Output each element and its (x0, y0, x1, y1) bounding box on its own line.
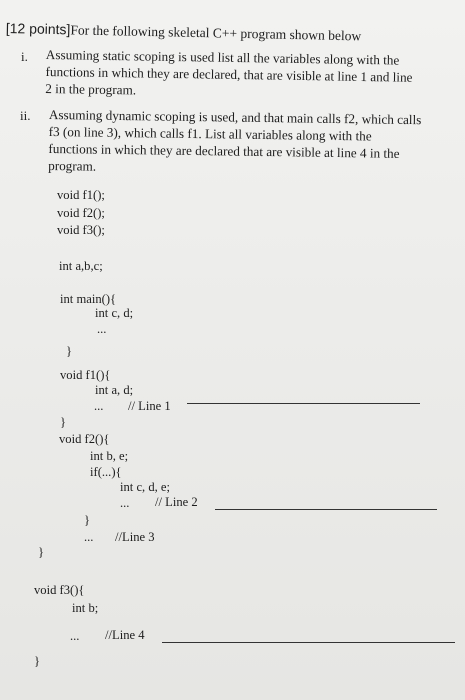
decl-f2: void f2(); (57, 206, 105, 220)
question-i-line-3: 2 in the program. (45, 80, 137, 98)
question-ii-line-4: program. (48, 157, 97, 174)
line-1-comment: // Line 1 (128, 399, 171, 413)
f2-ellipsis: ... (84, 530, 94, 544)
question-i-text (45, 46, 413, 103)
decl-f3: void f3(); (57, 223, 105, 237)
question-ii-text (48, 106, 421, 179)
header-text: For the following skeletal C++ program shown below (70, 22, 362, 44)
question-i-line-2: functions in which they are declared, that are visible at line 1 and line (45, 63, 413, 85)
f1-signature: void f1(){ (60, 368, 111, 382)
question-ii-line-2: f3 (on line 3), which calls f1. List all variables along with the (48, 123, 372, 144)
f3-signature: void f3(){ (34, 583, 85, 597)
question-i-line-1: Assuming static scoping is used list all the variables along with the (45, 46, 400, 68)
line-3-comment: //Line 3 (115, 530, 155, 544)
f2-signature: void f2(){ (59, 432, 110, 446)
question-i-numeral: i. (21, 49, 28, 64)
main-close-brace: } (66, 344, 73, 358)
f2-if-ellipsis: ... (120, 496, 130, 510)
f2-if-vars: int c, d, e; (120, 480, 171, 494)
question-ii-line-3: functions in which they are declared that are visible at line 4 in the (48, 140, 400, 161)
question-header (6, 20, 362, 44)
answer-blank-line-2 (215, 509, 437, 510)
line-2-comment: // Line 2 (155, 495, 198, 509)
answer-blank-line-4 (162, 642, 455, 643)
line-4-comment: //Line 4 (105, 628, 145, 642)
f2-vars: int b, e; (90, 449, 129, 463)
f2-close-brace: } (38, 545, 45, 559)
question-ii-numeral: ii. (20, 108, 31, 123)
main-vars: int c, d; (95, 306, 134, 320)
main-ellipsis: ... (97, 322, 107, 336)
f3-close-brace: } (34, 654, 41, 668)
f2-if-statement: if(...){ (90, 465, 122, 479)
f1-close-brace: } (60, 415, 67, 429)
answer-blank-line-1 (187, 403, 420, 404)
f3-ellipsis: ... (70, 629, 80, 643)
f1-ellipsis: ... (94, 399, 104, 413)
main-signature: int main(){ (60, 292, 117, 306)
question-ii-line-1: Assuming dynamic scoping is used, and that main calls f2, which calls (48, 106, 422, 128)
f3-vars: int b; (72, 601, 99, 615)
points-label: [12 points] (5, 20, 71, 38)
decl-f1: void f1(); (57, 188, 105, 202)
f2-if-close-brace: } (84, 513, 91, 527)
globals-decl: int a,b,c; (59, 259, 103, 273)
f1-vars: int a, d; (95, 383, 134, 397)
